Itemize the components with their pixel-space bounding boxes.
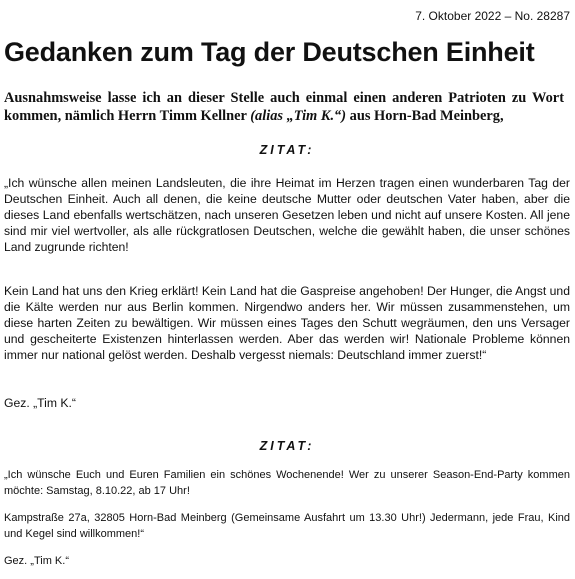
intro-text-after: aus Horn-Bad Meinberg, (346, 108, 504, 124)
article-page (4, 0, 570, 579)
headline: Gedanken zum Tag der Deutschen Einheit (4, 37, 535, 67)
intro-alias: (alias „Tim K.“) (250, 108, 347, 124)
quote-heading-1: ZITAT: (259, 143, 315, 157)
quote-2-paragraph-2: Kampstraße 27a, 32805 Horn-Bad Meinberg (Gemeinsame Ausfahrt um 13.30 Uhr!) Jedermann, jede Frau, Kind und Kegel sind willkommen!“ (4, 512, 570, 540)
dateline: 7. Oktober 2022 – No. 28287 (415, 9, 570, 23)
intro-text-before: Ausnahmsweise lasse ich an dieser Stelle auch einmal einen anderen Patrioten zu Wort kommen, nämlich Herrn Timm Kellner (4, 90, 564, 124)
quote-1-paragraph-1: „Ich wünsche allen meinen Landsleuten, die ihre Heimat im Herzen tragen einen wunderbaren Tag der Deutschen Einheit. Auch all denen, die keine deutsche Mutter oder deutschen Vater haben, aber die dieses Land ebenfalls wertschätzen, nach unseren Gesetzen leben und nicht auf unsere Kosten. All jene sind mir viel wertvoller, als alle rückgratlosen Deutschen, welche die gewählt haben, die unser schönes Land zugrunde richten! (4, 176, 570, 254)
quote-2-signature: Gez. „Tim K.“ (4, 555, 69, 567)
quote-1-paragraph-2: Kein Land hat uns den Krieg erklärt! Kein Land hat die Gaspreise angehoben! Der Hunger, die Angst und die Kälte werden nur aus Berlin kommen. Nirgendwo anders her. Wir müssen zusammenstehen, um diese harten Zeiten zu bewältigen. Wir müssen eines Tages den Schutt wegräumen, den uns Versager und gescheiterte Existenzen hinterlassen werden. Aber das werden wir! Nationale Probleme können immer nur national gelöst werden. Deshalb vergesst niemals: Deutschland immer zuerst!“ (4, 284, 570, 362)
quote-2-paragraph-1: „Ich wünsche Euch und Euren Familien ein schönes Wochenende! Wer zu unserer Season-End-Party kommen möchte: Samstag, 8.10.22, ab 17 Uhr! (4, 469, 570, 497)
intro-paragraph (4, 89, 564, 125)
quote-1-signature: Gez. „Tim K.“ (4, 396, 76, 410)
quote-heading-2: ZITAT: (259, 439, 315, 453)
